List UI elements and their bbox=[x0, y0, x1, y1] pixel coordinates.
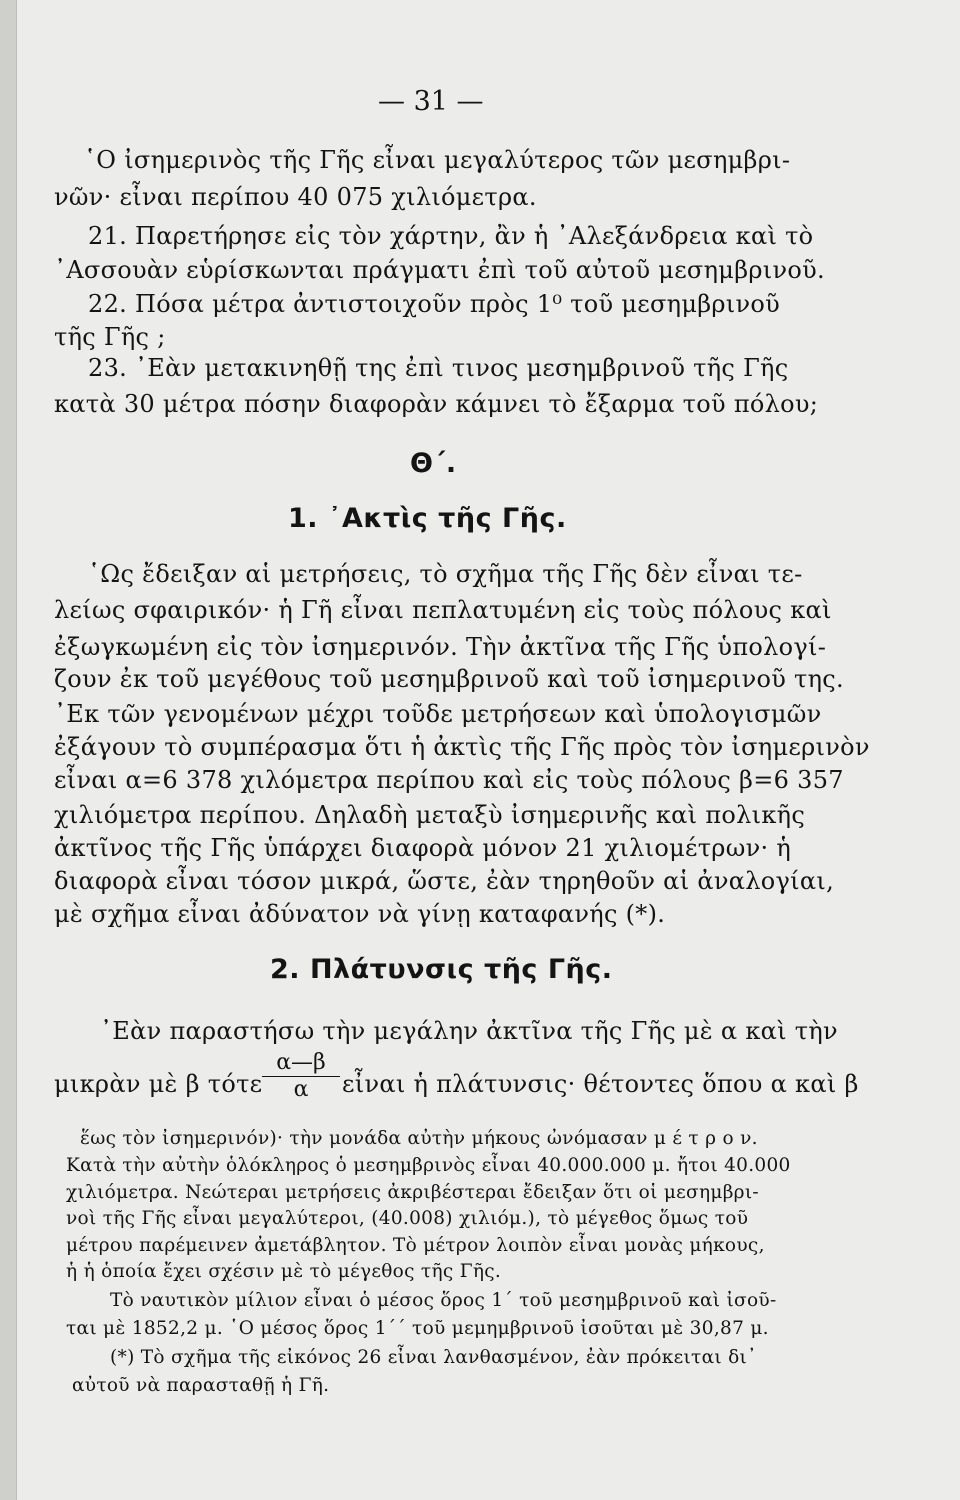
text-line: ᾿Ασσουὰν εὑρίσκωνται πράγματι ἐπὶ τοῦ αὐτοῦ μεσημβρινοῦ. bbox=[54, 256, 825, 284]
text-line: ἀκτῖνος τῆς Γῆς ὑπάρχει διαφορὰ μόνον 21 χιλιομέτρων· ἡ bbox=[54, 834, 792, 862]
footnote-line: χιλιόμετρα. Νεώτεραι μετρήσεις ἀκριβέστεραι ἔδειξαν ὅτι οἱ μεσημβρι- bbox=[66, 1182, 759, 1203]
heading-2: 2. Πλάτυνσις τῆς Γῆς. bbox=[270, 954, 613, 985]
footnote-asterisk: (*) Τὸ σχῆμα τῆς εἰκόνος 26 εἶναι λανθασμένον, ἐὰν πρόκειται δι᾿ bbox=[110, 1347, 757, 1368]
text-line: ῾Ο ἰσημερινὸς τῆς Γῆς εἶναι μεγαλύτερος τῶν μεσημβρι- bbox=[84, 146, 791, 174]
exercise-22: 22. Πόσα μέτρα ἀντιστοιχοῦν πρὸς 1⁰ τοῦ μεσημβρινοῦ bbox=[88, 290, 781, 318]
text-line: μὲ σχῆμα εἶναι ἀδύνατον νὰ γίνῃ καταφανής (*). bbox=[54, 900, 666, 928]
footnote-line: αὐτοῦ νὰ παρασταθῇ ἡ Γῆ. bbox=[72, 1375, 330, 1396]
text-line: ἐξωγκωμένη εἰς τὸν ἰσημερινόν. Τὴν ἀκτῖνα τῆς Γῆς ὑπολογί- bbox=[54, 633, 827, 661]
text-line: λείως σφαιρικόν· ἡ Γῆ εἶναι πεπλατυμένη εἰς τοὺς πόλους καὶ bbox=[54, 596, 832, 624]
fraction-denominator: α bbox=[293, 1077, 309, 1102]
text-line: ἐξάγουν τὸ συμπέρασμα ὅτι ἡ ἀκτὶς τῆς Γῆς πρὸς τὸν ἰσημερινὸν bbox=[54, 733, 870, 761]
footnote-line: Κατὰ τὴν αὐτὴν ὁλόκληρος ὁ μεσημβρινὸς εἶναι 40.000.000 μ. ἤτοι 40.000 bbox=[66, 1155, 791, 1176]
footnote-line: ἕως τὸν ἰσημερινόν)· τὴν μονάδα αὐτὴν μήκους ὠνόμασαν μ έ τ ρ ο ν. bbox=[80, 1128, 758, 1149]
text-line: ῾Ως ἔδειξαν αἱ μετρήσεις, τὸ σχῆμα τῆς Γῆς δὲν εἶναι τε- bbox=[88, 560, 803, 588]
footnote-line: Τὸ ναυτικὸν μίλιον εἶναι ὁ μέσος ὅρος 1΄ τοῦ μεσημβρινοῦ καὶ ἰσοῦ- bbox=[110, 1290, 777, 1311]
text-line: εἶναι ἡ πλάτυνσις· θέτοντες ὅπου α καὶ β bbox=[342, 1070, 859, 1098]
text-line: ζουν ἐκ τοῦ μεγέθους τοῦ μεσημβρινοῦ καὶ τοῦ ἰσημερινοῦ της. bbox=[54, 665, 844, 693]
footnote-line: νοὶ τῆς Γῆς εἶναι μεγαλύτεροι, (40.008) χιλιόμ.), τὸ μέγεθος ὅμως τοῦ bbox=[66, 1208, 749, 1229]
footnote-line: ται μὲ 1852,2 μ. ῾Ο μέσος ὅρος 1΄΄ τοῦ μεμημβρινοῦ ἰσοῦται μὲ 30,87 μ. bbox=[66, 1318, 769, 1339]
heading-1: 1. ᾿Ακτὶς τῆς Γῆς. bbox=[288, 503, 567, 534]
footnote-line: ἡ ἡ ὁποία ἔχει σχέσιν μὲ τὸ μέγεθος τῆς Γῆς. bbox=[66, 1261, 502, 1282]
text-line: εἶναι α=6 378 χιλόμετρα περίπου καὶ εἰς τοὺς πόλους β=6 357 bbox=[54, 766, 844, 794]
text-line: ᾿Εὰν παραστήσω τὴν μεγάλην ἀκτῖνα τῆς Γῆς μὲ α καὶ τὴν bbox=[100, 1017, 838, 1045]
footnote-line: μέτρου παρέμεινεν ἀμετάβλητον. Τὸ μέτρον λοιπὸν εἶναι μονὰς μήκους, bbox=[66, 1235, 765, 1256]
text-line: ᾿Εκ τῶν γενομένων μέχρι τοῦδε μετρήσεων καὶ ὑπολογισμῶν bbox=[54, 700, 822, 728]
text-line: χιλιόμετρα περίπου. Δηλαδὴ μεταξὺ ἰσημερινῆς καὶ πολικῆς bbox=[54, 801, 806, 829]
section-theta-heading: Θ΄. bbox=[410, 448, 457, 479]
page-number: — 31 — bbox=[378, 86, 484, 117]
flattening-fraction bbox=[262, 1050, 340, 1102]
text-line: μικρὰν μὲ β τότε bbox=[54, 1070, 263, 1098]
text-line: κατὰ 30 μέτρα πόσην διαφορὰν κάμνει τὸ ἔξαρμα τοῦ πόλου; bbox=[54, 390, 819, 418]
fraction-numerator: α—β bbox=[276, 1050, 326, 1075]
text-line: νῶν· εἶναι περίπου 40 075 χιλιόμετρα. bbox=[54, 183, 537, 211]
exercise-23: 23. ᾿Εὰν μετακινηθῇ της ἐπὶ τινος μεσημβρινοῦ τῆς Γῆς bbox=[88, 354, 789, 382]
text-line: διαφορὰ εἶναι τόσον μικρά, ὥστε, ἐὰν τηρηθοῦν αἱ ἀναλογίαι, bbox=[54, 867, 834, 895]
page-edge bbox=[0, 0, 17, 1500]
exercise-21: 21. Παρετήρησε εἰς τὸν χάρτην, ἂν ἡ ᾿Αλεξάνδρεια καὶ τὸ bbox=[88, 222, 814, 250]
text-line: τῆς Γῆς ; bbox=[54, 323, 166, 351]
